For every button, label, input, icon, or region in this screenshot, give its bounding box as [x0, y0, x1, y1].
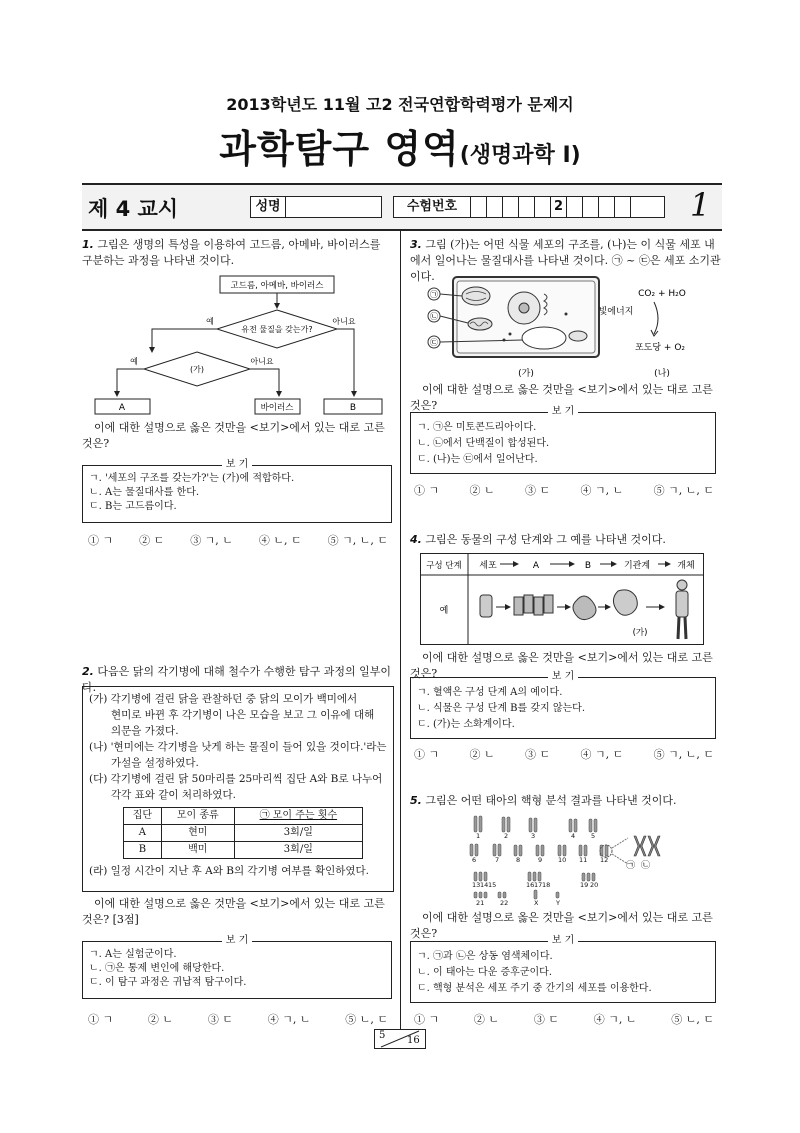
- svg-text:A: A: [118, 403, 126, 413]
- q3-label-b: ㉡: [430, 312, 438, 321]
- page-indicator: [374, 1029, 426, 1049]
- q3-label-a: ㉠: [430, 290, 438, 299]
- q4-choice-2[interactable]: ② ㄴ: [469, 748, 495, 761]
- q1-bogi-box: [82, 459, 392, 523]
- q3-prompt: 이에 대한 설명으로 옳은 것만을 <보기>에서 있는 대로 고른 것은?: [410, 383, 713, 412]
- stage-individual: 개체: [677, 561, 695, 571]
- q2-choice-3[interactable]: ③ ㄷ: [207, 1013, 233, 1026]
- q2-table: 집단 모이 종류 ㉠ 모이 주는 횟수 A 현미 3회/일 B 백미 3회/일: [123, 807, 363, 859]
- q5-prompt: 이에 대한 설명으로 옳은 것만을 <보기>에서 있는 대로 고른 것은?: [410, 911, 713, 940]
- q4-choice-3[interactable]: ③ ㄷ: [525, 748, 551, 761]
- exam-title: 2013학년도 11월 고2 전국연합학력평가 문제지: [226, 95, 574, 114]
- q2-number: 2.: [82, 665, 94, 678]
- page-type-number: 1: [690, 186, 711, 224]
- q2-choice-1[interactable]: ① ㄱ: [88, 1013, 114, 1026]
- q4-choices: [414, 746, 714, 762]
- vacuole: [522, 327, 566, 349]
- q5-choice-5[interactable]: ⑤ ㄴ, ㄷ: [671, 1013, 714, 1026]
- q4-figure: [420, 553, 704, 645]
- column-divider: [400, 230, 401, 1030]
- q2-choice-5[interactable]: ⑤ ㄴ, ㄷ: [345, 1013, 388, 1026]
- q2-bogi-title: 보 기: [83, 934, 391, 948]
- zoom-label-a: ㉠: [626, 861, 636, 871]
- q2-procedure-box: [82, 686, 394, 892]
- karyotype: 1 2 3 4 5 6 7 8 9 10 11 12 13 14 15 16 17 18 19 20 21 22 X Y ㉠ ㉡: [466, 814, 666, 910]
- stage-a: A: [532, 561, 540, 571]
- stage-organ-system: 기관계: [623, 561, 651, 571]
- flow-yes1: 예: [206, 317, 214, 326]
- q5-choice-3[interactable]: ③ ㄷ: [533, 1013, 559, 1026]
- q1-number: 1.: [82, 238, 94, 251]
- q1-bogi-item: ㄴ. A는 물질대사를 한다.: [89, 487, 200, 498]
- q3-bogi-item: ㄷ. (나)는 ㉢에서 일어난다.: [417, 454, 538, 465]
- karyo-zoom-labels: [626, 858, 650, 871]
- q3-number: 3.: [410, 238, 422, 251]
- q2-step-line: 각각 표와 같이 처리하였다.: [111, 789, 236, 801]
- svg-text:바이러스: 바이러스: [260, 403, 294, 413]
- flow-no2: 아니요: [250, 357, 274, 366]
- q2-choice-2[interactable]: ② ㄴ: [147, 1013, 174, 1026]
- q4-bogi-item: ㄴ. 식물은 구성 단계 B를 갖지 않는다.: [417, 703, 586, 714]
- q1-choice-2[interactable]: ② ㄷ: [139, 534, 165, 547]
- q4-bogi-box: [410, 671, 716, 739]
- chloroplast: [462, 287, 490, 305]
- q2-step-line: 가설을 설정하였다.: [111, 757, 199, 769]
- q3-bogi-item: ㄴ. ㉡에서 단백질이 합성된다.: [417, 438, 550, 449]
- period-label: 제 4 교시: [88, 197, 179, 221]
- q5-choice-4[interactable]: ④ ㄱ, ㄴ: [593, 1013, 637, 1026]
- q4-prompt: 이에 대한 설명으로 옳은 것만을 <보기>에서 있는 대로 고른 것은?: [410, 651, 713, 680]
- table-row: B 백미 3회/일: [124, 842, 363, 859]
- q4-number: 4.: [410, 533, 422, 546]
- q1-bogi-title: 보 기: [83, 458, 391, 472]
- q3-bogi-item: ㄱ. ㉠은 미토콘드리아이다.: [417, 422, 537, 433]
- flow-no1: 아니요: [332, 317, 356, 326]
- exam-number-label: 수험번호: [394, 197, 471, 217]
- stage-b: B: [584, 561, 592, 571]
- q4-stem: 그림은 동물의 구성 단계와 그 예를 나타낸 것이다.: [425, 533, 666, 546]
- page-number: 5: [379, 1030, 386, 1041]
- q5-bogi-item: ㄱ. ㉠과 ㉡은 상동 염색체이다.: [417, 951, 553, 962]
- q5-bogi-box: [410, 935, 716, 1003]
- reaction-bottom: 포도당 + O₂: [634, 343, 686, 353]
- q5-bogi-item: ㄷ. 핵형 분석은 세포 주기 중 간기의 세포를 이용한다.: [417, 983, 652, 994]
- q2-prompt: 이에 대한 설명으로 옳은 것만을 <보기>에서 있는 대로 고른 것은? [3점]: [82, 897, 385, 926]
- q4-ga: (가): [632, 628, 648, 638]
- q5-number: 5.: [410, 794, 422, 807]
- q3-label-c: ㉢: [430, 338, 438, 347]
- q3-figure: [426, 274, 726, 382]
- q3-choice-4[interactable]: ④ ㄱ, ㄴ: [580, 484, 624, 497]
- name-box[interactable]: [250, 196, 382, 218]
- q3-choice-2[interactable]: ② ㄴ: [469, 484, 495, 497]
- q3-choice-3[interactable]: ③ ㄷ: [525, 484, 551, 497]
- flow-decision1-text: 유전 물질을 갖는가?: [241, 325, 313, 334]
- q4-row1-label: 구성 단계: [426, 561, 462, 571]
- q2-choices: [88, 1011, 388, 1027]
- q2-step-line: (가) 각기병에 걸린 닭을 관찰하던 중 닭의 모이가 백미에서: [89, 693, 358, 705]
- flow-decision2-text: (가): [190, 365, 204, 374]
- q2-bogi-item: ㄴ. ㉠은 통제 변인에 해당한다.: [89, 963, 225, 974]
- q5-choice-1[interactable]: ① ㄱ: [414, 1013, 440, 1026]
- q1-choice-5[interactable]: ⑤ ㄱ, ㄴ, ㄷ: [327, 534, 388, 547]
- q1-flowchart: [92, 272, 397, 418]
- q5-text: [410, 793, 722, 809]
- q4-text: [410, 532, 722, 548]
- q5-stem: 그림은 어떤 태아의 핵형 분석 결과를 나타낸 것이다.: [425, 794, 677, 807]
- q2-step-line: (다) 각기병에 걸린 닭 50마리를 25마리씩 집단 A와 B로 나누어: [89, 773, 383, 785]
- q2-bogi-item: ㄷ. 이 탐구 과정은 귀납적 탐구이다.: [89, 977, 247, 988]
- q2-choice-4[interactable]: ④ ㄱ, ㄴ: [267, 1013, 311, 1026]
- q2-bogi-box: [82, 935, 392, 999]
- q1-prompt: 이에 대한 설명으로 옳은 것만을 <보기>에서 있는 대로 고른 것은?: [82, 421, 385, 450]
- q1-choices: [88, 532, 388, 548]
- subject-sub: (생명과학 Ⅰ): [459, 143, 581, 168]
- q3-bogi-title: 보 기: [411, 405, 715, 419]
- q2-stem: 다음은 닭의 각기병에 대해 철수가 수행한 탐구 과정의 일부이다.: [82, 665, 391, 694]
- q3-choice-1[interactable]: ① ㄱ: [414, 484, 440, 497]
- stage-cell: 세포: [479, 561, 497, 571]
- q2-step-line: 의문을 가졌다.: [111, 725, 179, 737]
- q4-bogi-title: 보 기: [411, 670, 715, 684]
- exam-number-box[interactable]: [393, 196, 665, 218]
- q1-stem: 그림은 생명의 특성을 이용하여 고드름, 아메바, 바이러스를 구분하는 과정을 나타낸 것이다.: [82, 238, 381, 267]
- mitochondrion: [468, 318, 492, 330]
- flow-top-text: 고드름, 아메바, 바이러스: [230, 281, 324, 291]
- q5-bogi-title: 보 기: [411, 934, 715, 948]
- reaction-energy: 빛에너지: [598, 307, 634, 317]
- q1-bogi-item: ㄷ. B는 고드름이다.: [89, 501, 177, 512]
- q4-bogi-item: ㄷ. (가)는 소화계이다.: [417, 719, 515, 730]
- table-row: A 현미 3회/일: [124, 825, 363, 842]
- page-total: 16: [407, 1035, 420, 1046]
- q4-choice-1[interactable]: ① ㄱ: [414, 748, 440, 761]
- q1-choice-1[interactable]: ① ㄱ: [88, 534, 114, 547]
- q4-row2-label: 예: [439, 606, 449, 616]
- q3-stem: 그림 (가)는 어떤 식물 세포의 구조를, (나)는 이 식물 세포 내에서 일어나는 물질대사를 나타낸 것이다. ㉠ ~ ㉢은 세포 소기관이다.: [410, 238, 721, 283]
- svg-text:B: B: [349, 403, 357, 413]
- q2-step-line: (라) 일정 시간이 지난 후 A와 B의 각기병 여부를 확인하였다.: [89, 865, 370, 877]
- q4-choice-5[interactable]: ⑤ ㄱ, ㄴ, ㄷ: [653, 748, 714, 761]
- q1-bogi-item: ㄱ. '세포의 구조를 갖는가?'는 (가)에 적합하다.: [89, 473, 295, 484]
- q4-bogi-item: ㄱ. 혈액은 구성 단계 A의 예이다.: [417, 687, 563, 698]
- subject-main: 과학탐구 영역: [219, 127, 460, 171]
- q2-step-line: (나) '현미에는 각기병을 낫게 하는 물질이 들어 있을 것이다.'라는: [89, 741, 387, 753]
- q3-caption-ga: (가): [518, 369, 534, 379]
- q2-step-line: 현미로 바뀐 후 각기병이 나은 모습을 보고 그 이유에 대해: [111, 709, 375, 721]
- exam-number-digit: 2: [551, 197, 567, 217]
- q5-choice-2[interactable]: ② ㄴ: [473, 1013, 500, 1026]
- q3-choices: [414, 482, 714, 498]
- q3-bogi-box: [410, 406, 716, 474]
- name-label: 성명: [251, 197, 286, 217]
- subject-title: [0, 118, 800, 173]
- q5-bogi-item: ㄴ. 이 태아는 다운 증후군이다.: [417, 967, 552, 978]
- q5-choices: [414, 1011, 714, 1027]
- zoom-label-b: ㉡: [641, 861, 651, 871]
- q4-choice-4[interactable]: ④ ㄱ, ㄷ: [580, 748, 624, 761]
- q3-caption-na: (나): [654, 369, 670, 379]
- q1-choice-3[interactable]: ③ ㄱ, ㄴ: [190, 534, 233, 547]
- flow-yes2: 예: [130, 357, 138, 366]
- reaction-top: CO₂ + H₂O: [638, 289, 686, 299]
- q1-text: [82, 237, 392, 269]
- q1-choice-4[interactable]: ④ ㄴ, ㄷ: [258, 534, 302, 547]
- q3-choice-5[interactable]: ⑤ ㄱ, ㄴ, ㄷ: [653, 484, 714, 497]
- q2-bogi-item: ㄱ. A는 실험군이다.: [89, 949, 177, 960]
